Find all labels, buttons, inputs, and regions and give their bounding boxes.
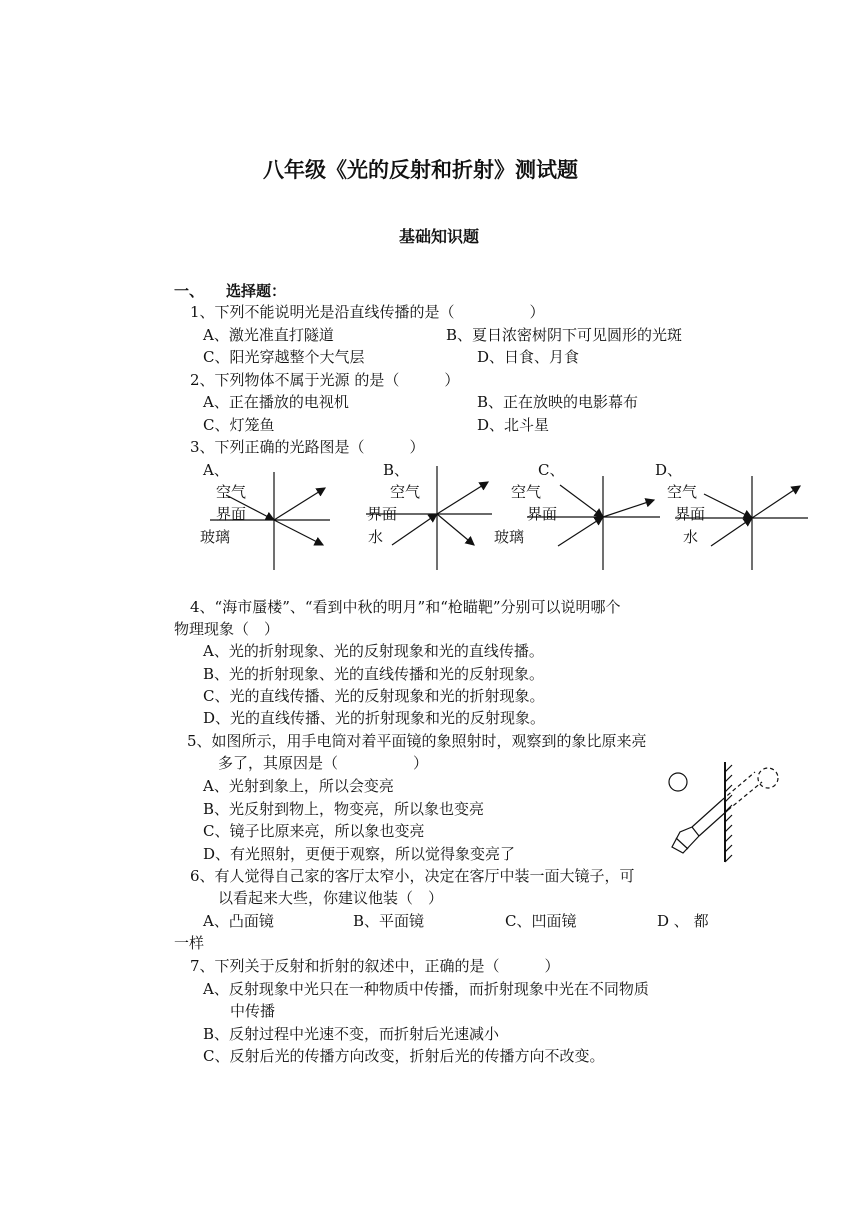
section-number: 一、 <box>174 282 205 300</box>
object-circle <box>669 773 687 791</box>
flashlight-icon <box>672 800 728 853</box>
q4-option-b: B、光的折射现象、光的直线传播和光的反射现象。 <box>203 665 545 683</box>
q5-option-b: B、光反射到物上，物变亮，所以象也变亮 <box>203 800 485 818</box>
diagram-a-interface: 界面 <box>216 505 247 523</box>
q5-option-d: D、有光照射，更便于观察，所以觉得象变亮了 <box>203 845 516 863</box>
q1-option-d: D、日食、月食 <box>477 348 580 366</box>
q3-stem: 3、下列正确的光路图是（ ） <box>190 438 425 456</box>
q4-option-a: A、光的折射现象、光的反射现象和光的直线传播。 <box>203 642 544 660</box>
q5-option-a: A、光射到象上，所以会变亮 <box>203 777 394 795</box>
diagram-c-air: 空气 <box>511 483 542 501</box>
q5-option-c: C、镜子比原来亮，所以象也变亮 <box>203 822 425 840</box>
q5-stem-line2: 多了，其原因是（ ） <box>218 754 429 772</box>
q4-option-c: C、光的直线传播、光的反射现象和光的折射现象。 <box>203 687 545 705</box>
q6-option-c: C、凹面镜 <box>505 912 577 930</box>
q6-stem-line1: 6、有人觉得自己家的客厅太窄小，决定在客厅中装一面大镜子，可 <box>190 867 635 885</box>
q4-option-d: D、光的直线传播、光的折射现象和光的反射现象。 <box>203 709 546 727</box>
q4-stem-line1: 4、“海市蜃楼”、“看到中秋的明月”和“枪瞄靶”分别可以说明哪个 <box>190 598 621 616</box>
q2-option-d: D、北斗星 <box>477 416 550 434</box>
q7-option-c: C、反射后光的传播方向改变，折射后光的传播方向不改变。 <box>203 1047 605 1065</box>
page-subtitle: 基础知识题 <box>399 227 480 246</box>
q3-option-c: C、 <box>538 461 565 479</box>
q3-option-b: B、 <box>383 461 410 479</box>
section-label: 选择题： <box>226 282 287 300</box>
q2-stem: 2、下列物体不属于光源 的是（ ） <box>190 371 460 389</box>
q1-option-a: A、激光准直打隧道 <box>203 326 334 344</box>
q6-option-b: B、平面镜 <box>353 912 425 930</box>
diagram-c-interface: 界面 <box>527 505 558 523</box>
diagram-b-water: 水 <box>368 528 384 546</box>
q1-option-b: B、夏日浓密树阴下可见圆形的光斑 <box>446 326 683 344</box>
q7-option-a-line2: 中传播 <box>230 1002 276 1020</box>
q1-option-c: C、阳光穿越整个大气层 <box>203 348 365 366</box>
diagram-b-air: 空气 <box>390 483 421 501</box>
q7-option-a-line1: A、反射现象中光只在一种物质中传播，而折射现象中光在不同物质 <box>203 980 649 998</box>
diagram-b-interface: 界面 <box>367 505 398 523</box>
diagram-d-interface: 界面 <box>675 505 706 523</box>
q7-option-b: B、反射过程中光速不变，而折射后光速减小 <box>203 1025 500 1043</box>
q2-option-c: C、灯笼鱼 <box>203 416 275 434</box>
q3-option-a: A、 <box>203 461 229 479</box>
q2-option-a: A、正在播放的电视机 <box>203 393 349 411</box>
q6-option-d-line2: 一样 <box>174 934 205 952</box>
q3-option-d: D、 <box>655 461 683 479</box>
diagram-d-water: 水 <box>683 528 699 546</box>
q1-stem: 1、下列不能说明光是沿直线传播的是（ ） <box>190 303 545 321</box>
diagram-d-air: 空气 <box>667 483 698 501</box>
page-title: 八年级《光的反射和折射》测试题 <box>263 158 578 182</box>
q5-stem-line1: 5、如图所示，用手电筒对着平面镜的象照射时，观察到的象比原来亮 <box>187 732 647 750</box>
q7-stem: 7、下列关于反射和折射的叙述中，正确的是（ ） <box>190 957 560 975</box>
diagram-a-air: 空气 <box>216 483 247 501</box>
q4-stem-line2: 物理现象（ ） <box>174 620 280 638</box>
q6-option-a: A、凸面镜 <box>203 912 274 930</box>
flashlight-image <box>722 768 778 810</box>
q2-option-b: B、正在放映的电影幕布 <box>477 393 639 411</box>
q6-option-d-line1: D 、 都 <box>657 912 709 930</box>
diagram-a-glass: 玻璃 <box>200 528 231 546</box>
q6-stem-line2: 以看起来大些，你建议他装（ ） <box>218 889 444 907</box>
diagram-c-glass: 玻璃 <box>494 528 525 546</box>
